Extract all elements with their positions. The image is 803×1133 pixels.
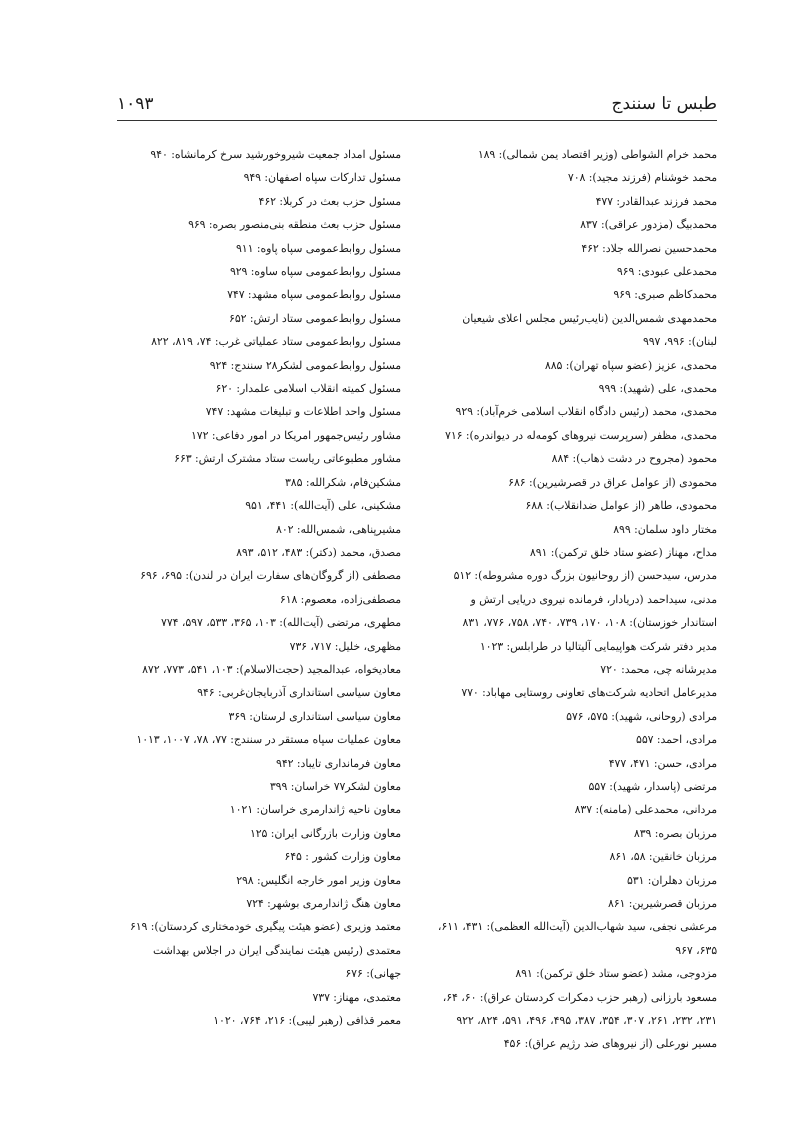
index-entry: معاون ناحیه ژاندارمری خراسان: ۱۰۲۱ bbox=[229, 803, 401, 817]
index-entry: مسئول واحد اطلاعات و تبلیغات مشهد: ۷۴۷ bbox=[205, 405, 401, 419]
index-entry: محمد فرزند عبدالقادر: ۴۷۷ bbox=[595, 194, 717, 208]
index-entry: محمدی، مظفر (سرپرست نیروهای کومه‌له در دیواندره): ۷۱۶ bbox=[445, 428, 717, 442]
index-entry: محمود (مجروح در دشت ذهاب): ۸۸۴ bbox=[551, 452, 717, 466]
index-entry: معتمد وزیری (عضو هیئت پیگیری خودمختاری کردستان): ۶۱۹ bbox=[129, 920, 401, 934]
index-entry: مسعود بارزانی (رهبر حزب دمکرات کردستان عراق): ۶۰، ۶۴، ۲۳۱، ۲۳۲، ۲۶۱، ۳۰۷، ۳۵۴، ۳۸۷، ۴۹۵، ۴۹۶، ۵۹۱، ۸۲۴، ۹۲۲ bbox=[442, 990, 717, 1028]
index-entry: مدیرشانه چی، محمد: ۷۲۰ bbox=[600, 662, 717, 676]
index-entry: مشیرپناهی، شمس‌الله: ۸۰۲ bbox=[276, 522, 401, 536]
index-entry: مرادی (روحانی، شهید): ۵۷۵، ۵۷۶ bbox=[566, 709, 717, 723]
index-entry: محمدی، علی (شهید): ۹۹۹ bbox=[598, 382, 717, 396]
index-entry: مسئول تدارکات سپاه اصفهان: ۹۴۹ bbox=[243, 171, 401, 185]
index-entry: مرزبان بصره: ۸۳۹ bbox=[633, 826, 717, 840]
index-entry: مردانی، محمدعلی (مامنه): ۸۳۷ bbox=[574, 803, 717, 817]
index-entry: مزدوجی، مشد (عضو ستاد خلق ترکمن): ۸۹۱ bbox=[515, 967, 717, 981]
index-entry: مسئول روابط‌عمومی سپاه مشهد: ۷۴۷ bbox=[227, 288, 401, 302]
index-entry: محمودی، طاهر (از عوامل ضدانقلاب): ۶۸۸ bbox=[525, 499, 717, 513]
index-entry: محمدی، عزیز (عضو سپاه تهران): ۸۸۵ bbox=[544, 358, 717, 372]
index-entry: مصدق، محمد (دکتر): ۴۸۳، ۵۱۲، ۸۹۳ bbox=[236, 545, 401, 559]
index-entry: مرزبان قصرشیرین: ۸۶۱ bbox=[607, 897, 717, 910]
index-entry: محمدعلی عبودی: ۹۶۹ bbox=[616, 265, 717, 279]
index-entry: مرادی، حسن: ۴۷۱، ۴۷۷ bbox=[608, 756, 717, 770]
page-number: ۱۰۹۳ bbox=[117, 94, 154, 114]
index-entry: مرزبان دهلران: ۵۳۱ bbox=[626, 873, 717, 887]
index-entry: معاون وزیر امور خارجه انگلیس: ۲۹۸ bbox=[236, 873, 401, 887]
index-entry: مداح، مهناز (عضو ستاد خلق ترکمن): ۸۹۱ bbox=[529, 545, 717, 559]
index-entry: معاون وزارت بازرگانی ایران: ۱۲۵ bbox=[249, 826, 401, 840]
running-title: طبس تا سنندج bbox=[611, 94, 717, 114]
header-rule bbox=[117, 120, 717, 121]
index-entry: مسئول روابط‌عمومی لشکر۲۸ سنندج: ۹۲۴ bbox=[209, 358, 401, 372]
index-entry: معاون سیاسی استانداری آذربایجان‌غربی: ۹۴۶ bbox=[197, 686, 401, 700]
index-entry: محمدبیگ (مزدور عراقی): ۸۳۷ bbox=[580, 218, 717, 232]
index-entry: معاون وزارت کشور : ۶۴۵ bbox=[284, 850, 401, 864]
index-entry: محمد خوشنام (فرزند مجید): ۷۰۸ bbox=[567, 171, 717, 185]
index-entry: معمر قذافی (رهبر لیبی): ۲۱۶، ۷۶۴، ۱۰۲۰ bbox=[213, 1014, 401, 1028]
index-entry: مسئول حزب بعث منطقه بنی‌منصور بصره: ۹۶۹ bbox=[188, 218, 401, 232]
index-entry: محمدحسین نصرالله جلاد: ۴۶۲ bbox=[581, 241, 717, 255]
index-entry: مسئول روابط‌عمومی سپاه پاوه: ۹۱۱ bbox=[235, 241, 401, 255]
index-entry: محمدی، محمد (رئیس دادگاه انقلاب اسلامی خرم‌آباد): ۹۲۹ bbox=[455, 405, 717, 419]
index-entry: مدرس، سیدحسن (از روحانیون بزرگ دوره مشروطه): ۵۱۲ bbox=[453, 569, 717, 583]
index-entry: مسئول روابط‌عمومی ستاد ارتش: ۶۵۲ bbox=[229, 311, 401, 325]
index-entry: مشاور رئیس‌جمهور امریکا در امور دفاعی: ۱۷۲ bbox=[191, 428, 401, 442]
index-entry: مشکین‌فام، شکرالله: ۳۸۵ bbox=[284, 475, 401, 489]
index-entry: معتمدی، مهناز: ۷۳۷ bbox=[312, 990, 401, 1004]
index-entry: مصطفی (از گروگان‌های سفارت ایران در لندن): ۶۹۵، ۶۹۶ bbox=[140, 569, 401, 583]
index-entry: مسئول امداد جمعیت شیروخورشید سرخ کرمانشاه: ۹۴۰ bbox=[150, 148, 401, 161]
index-entry: مصطفی‌زاده، معصوم: ۶۱۸ bbox=[279, 592, 401, 606]
index-entry: محمدکاظم صبری: ۹۶۹ bbox=[613, 288, 717, 302]
index-entry: مشاور مطبوعاتی ریاست ستاد مشترک ارتش: ۶۶۳ bbox=[174, 452, 401, 466]
page-header bbox=[117, 92, 717, 116]
index-entry: معتمدی (رئیس هیئت نمایندگی ایران در اجلاس بهداشت جهانی): ۶۷۶ bbox=[152, 943, 401, 981]
index-column-right bbox=[433, 143, 717, 1056]
index-entry: محمودی (از عوامل عراق در قصرشیرین): ۶۸۶ bbox=[508, 475, 717, 489]
index-entry: مدنی، سیداحمد (دریادار، فرمانده نیروی دریایی ارتش و استاندار خوزستان): ۱۰۸، ۱۷۰، ۷۳۹، ۷۴۰، ۷۵۸، ۷۷۶، ۸۳۱ bbox=[462, 592, 717, 630]
index-entry: مطهری، مرتضی (آیت‌الله): ۱۰۳، ۳۶۵، ۵۳۳، ۵۹۷، ۷۷۴ bbox=[161, 616, 401, 630]
index-entry: مرعشی نجفی، سید شهاب‌الدین (آیت‌الله العظمی): ۴۳۱، ۶۱۱، ۶۳۵، ۹۶۷ bbox=[437, 920, 717, 957]
index-entry: مسئول کمیته انقلاب اسلامی علمدار: ۶۲۰ bbox=[215, 382, 401, 396]
index-entry: محمدمهدی شمس‌الدین (نایب‌رئیس مجلس اعلای شیعیان لبنان): ۹۹۶، ۹۹۷ bbox=[462, 311, 717, 349]
index-entry: مسئول روابط‌عمومی سپاه ساوه: ۹۲۹ bbox=[229, 265, 401, 279]
index-entry: مسئول روابط‌عمومی ستاد عملیاتی غرب: ۷۴، ۸۱۹، ۸۲۲ bbox=[151, 335, 401, 349]
index-entry: مسیر نورعلی (از نیروهای ضد رژیم عراق): ۴۵۶ bbox=[503, 1037, 717, 1051]
index-entry: معادیخواه، عبدالمجید (حجت‌الاسلام): ۱۰۳، ۵۴۱، ۷۷۳، ۸۷۲ bbox=[142, 662, 401, 676]
index-entry: معاون لشکر۷۷ خراسان: ۳۹۹ bbox=[269, 779, 401, 793]
index-entry: محمد خرام الشواطی (وزیر اقتصاد یمن شمالی): ۱۸۹ bbox=[477, 148, 717, 161]
index-entry: معاون هنگ ژاندارمری بوشهر: ۷۲۴ bbox=[246, 897, 401, 910]
index-entry: معاون عملیات سپاه مستقر در سنندج: ۷۷، ۷۸، ۱۰۰۷، ۱۰۱۳ bbox=[136, 733, 401, 747]
index-column-left bbox=[115, 143, 401, 1032]
index-entry: مشکینی، علی (آیت‌الله): ۴۴۱، ۹۵۱ bbox=[245, 499, 401, 513]
index-entry: مختار داود سلمان: ۸۹۹ bbox=[613, 522, 717, 536]
index-entry: مسئول حزب بعث در کربلا: ۴۶۲ bbox=[258, 194, 401, 208]
index-entry: مظهری، خلیل: ۷۱۷، ۷۳۶ bbox=[289, 639, 401, 653]
index-entry: مدیرعامل اتحادیه شرکت‌های تعاونی روستایی مهاباد: ۷۷۰ bbox=[461, 686, 717, 700]
index-entry: معاون فرمانداری تایباد: ۹۴۲ bbox=[276, 756, 401, 770]
index-entry: مرزبان خانقین: ۵۸، ۸۶۱ bbox=[609, 850, 717, 864]
index-entry: معاون سیاسی استانداری لرستان: ۳۶۹ bbox=[228, 709, 401, 723]
index-entry: مرادی، احمد: ۵۵۷ bbox=[636, 733, 717, 747]
index-entry: مدیر دفتر شرکت هواپیمایی آلیتالیا در طرابلس: ۱۰۲۳ bbox=[479, 639, 717, 653]
index-entry: مرتضی (پاسدار، شهید): ۵۵۷ bbox=[588, 779, 717, 793]
